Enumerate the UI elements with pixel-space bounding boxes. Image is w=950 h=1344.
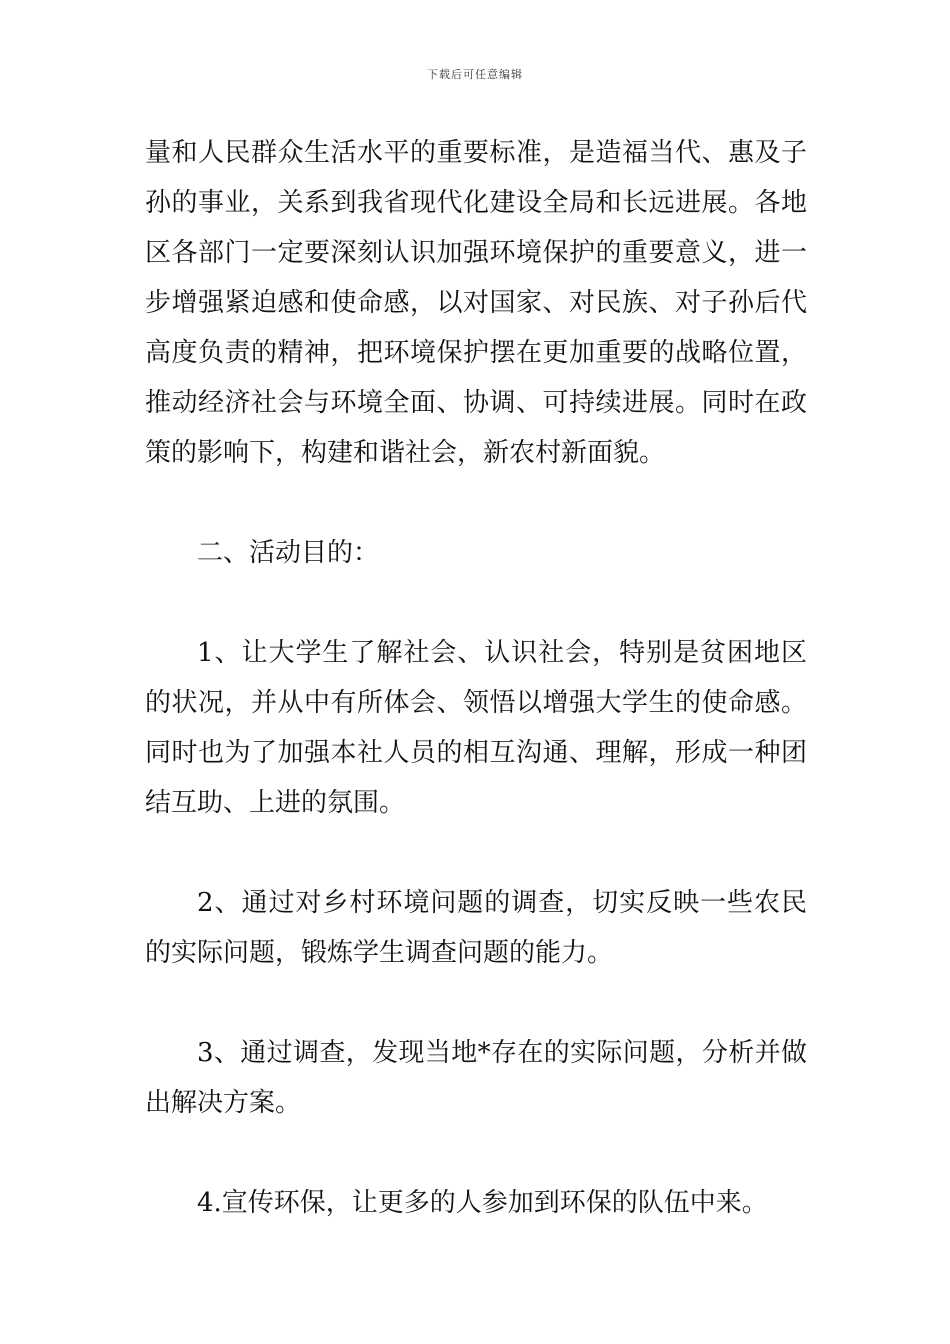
purpose-item-3: 3、通过调查，发现当地*存在的实际问题，分析并做出解决方案。 (145, 1038, 807, 1118)
section-heading-activity-purpose: 二、活动目的： (197, 538, 380, 568)
paragraph-continuation: 量和人民群众生活水平的重要标准，是造福当代、惠及子孙的事业，关系到我省现代化建设全局和长远进展。各地区各部门一定要深刻认识加强环境保护的重要意义，进一步增强紧迫感和使命感，以对国家、对民族、对子孙后代高度负责的精神，把环境保护摆在更加重要的战略位置，推动经济社会与环境全面、协调、可持续进展。同时在政策的影响下，构建和谐社会，新农村新面貌。 (145, 138, 807, 468)
purpose-item-2: 2、通过对乡村环境问题的调查，切实反映一些农民的实际问题，锻炼学生调查问题的能力。 (145, 888, 807, 968)
purpose-item-1: 1、让大学生了解社会、认识社会，特别是贫困地区的状况，并从中有所体会、领悟以增强大学生的使命感。同时也为了加强本社人员的相互沟通、理解，形成一种团结互助、上进的氛围。 (145, 638, 807, 818)
document-body (145, 128, 807, 1228)
purpose-item-4: 4.宣传环保，让更多的人参加到环保的队伍中来。 (197, 1188, 768, 1218)
page-header-note: 下载后可任意编辑 (427, 68, 523, 81)
